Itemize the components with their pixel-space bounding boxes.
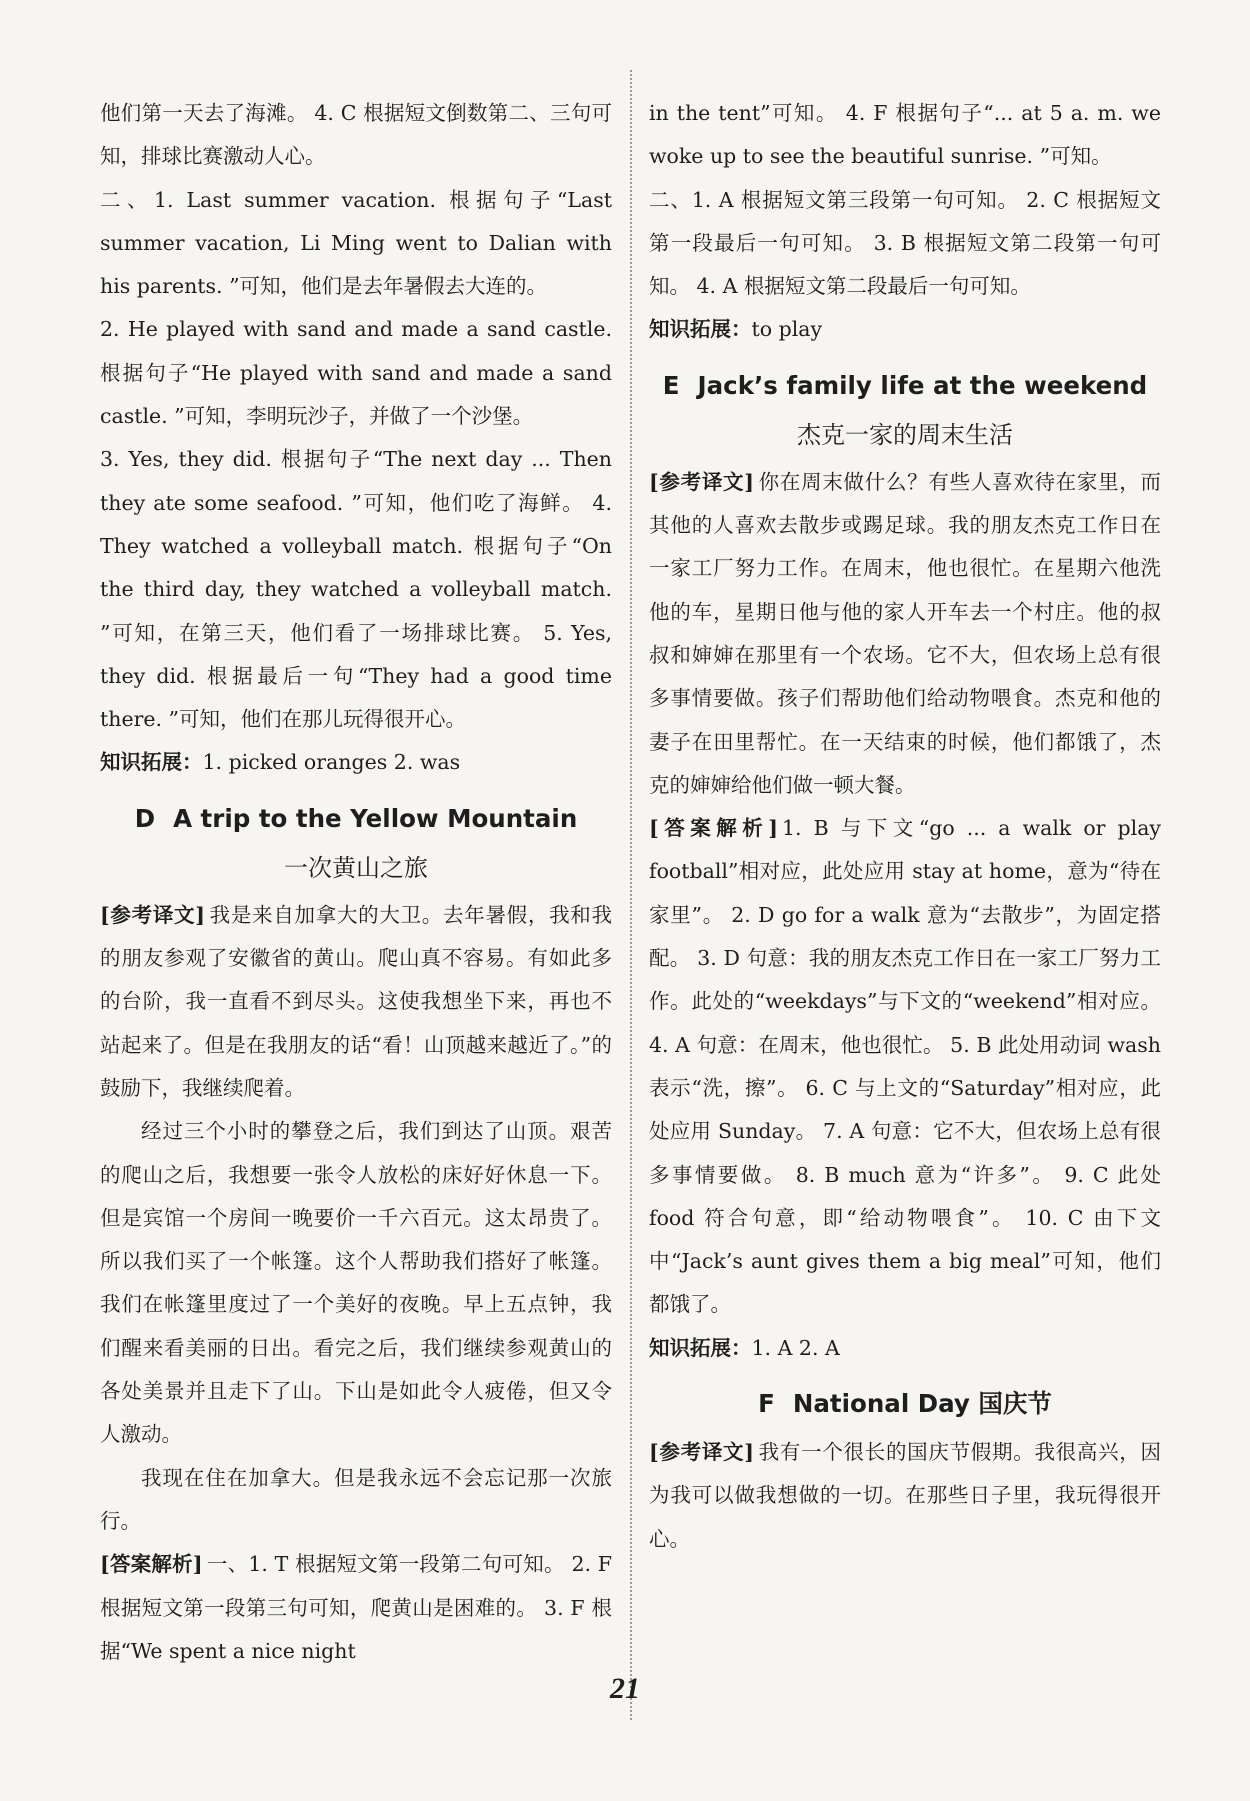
section-title-text: A trip to the Yellow Mountain (173, 803, 578, 833)
knowledge-label: 知识拓展： (100, 750, 203, 775)
answer-paragraph: 3. Yes, they did. 根据句子“The next day ... Then they ate some seafood. ”可知，他们吃了海鲜。 4. They watched a volleyball match. 根据句子“On the third day, they watched a volleyball match. ”可知，在第三天，他们看了一场排球比赛。 5. Yes, they did. 根据最后一句“They had a good time there. ”可知，他们在那儿玩得很开心。 (100, 447, 612, 732)
translation-paragraph: 我现在住在加拿大。但是我永远不会忘记那一次旅行。 (100, 1465, 612, 1533)
answer-analysis-text: 一、1. T 根据短文第一段第二句可知。 2. F 根据短文第一段第三句可知，爬黄山是困难的。 3. F 根据“We spent a nice night (100, 1552, 612, 1663)
section-d-subtitle: 一次黄山之旅 (284, 853, 428, 882)
answer-analysis-text: 1. B 与下文“go ... a walk or play football”相对应，此处应用 stay at home，意为“待在家里”。 2. D go for a walk 意为“去散步”，为固定搭配。 3. D 句意：我的朋友杰克工作日在一家工厂努力工作。此处的“weekdays”与下文的“weekend”相对应。 4. A 句意：在周末，他也很忙。 5. B 此处用动词 wash 表示“洗，擦”。 6. C 与上文的“Saturday”相对应，此处应用 Sunday。 7. A 句意：它不大，但农场上总有很多事情要做。 8. B much 意为“许多”。 9. C 此处 food 符合句意，即“给动物喂食”。 10. C 由下文中“Jack’s aunt gives them a big meal”可知，他们都饿了。 (649, 816, 1162, 1317)
section-letter: F (758, 1389, 775, 1419)
column-divider (630, 70, 632, 1720)
knowledge-text: to play (751, 317, 823, 342)
knowledge-extension (100, 741, 612, 784)
translation-paragraph (649, 461, 1161, 807)
answer-analysis-tag: [答案解析] (100, 1552, 203, 1577)
knowledge-text: 1. A 2. A (751, 1335, 840, 1360)
section-d-title (100, 797, 612, 840)
left-column (100, 92, 612, 1673)
translation-text: 我有一个很长的国庆节假期。我很高兴，因为我可以做我想做的一切。在那些日子里，我玩得很开心。 (649, 1440, 1162, 1551)
reference-translation-tag: [参考译文] (100, 902, 205, 927)
knowledge-label: 知识拓展： (649, 1335, 752, 1360)
translation-paragraph: 经过三个小时的攀登之后，我们到达了山顶。艰苦的爬山之后，我想要一张令人放松的床好好休息一下。但是宾馆一个房间一晚要价一千六百元。这太昂贵了。所以我们买了一个帐篷。这个人帮助我们搭好了帐篷。我们在帐篷里度过了一个美好的夜晚。早上五点钟，我们醒来看美丽的日出。看完之后，我们继续参观黄山的各处美景并且走下了山。下山是如此令人疲倦，但又令人激动。 (100, 1119, 612, 1447)
reference-translation-tag: [参考译文] (649, 469, 754, 494)
answer-analysis-tag: [答案解析] (649, 816, 778, 841)
answer-paragraph: 2. He played with sand and made a sand castle. 根据句子“He played with sand and made a sand castle. ”可知，李明玩沙子，并做了一个沙堡。 (100, 317, 612, 429)
knowledge-extension (649, 1327, 1161, 1370)
translation-text: 你在周末做什么？有些人喜欢待在家里，而其他的人喜欢去散步或踢足球。我的朋友杰克工作日在一家工厂努力工作。在周末，他也很忙。在星期六他洗他的车，星期日他与他的家人开车去一个村庄。他的叔叔和婶婶在那里有一个农场。它不大，但农场上总有很多事情要做。孩子们帮助他们给动物喂食。杰克和他的妻子在田里帮忙。在一天结束的时候，他们都饿了，杰克的婶婶给他们做一顿大餐。 (649, 469, 1162, 797)
section-f-title (649, 1382, 1161, 1425)
answer-paragraph: 他们第一天去了海滩。 4. C 根据短文倒数第二、三句可知，排球比赛激动人心。 (100, 101, 612, 169)
knowledge-label: 知识拓展： (649, 317, 752, 342)
section-title-text: National Day 国庆节 (792, 1389, 1052, 1419)
answer-paragraph: in the tent”可知。 4. F 根据句子“... at 5 a. m. we woke up to see the beautiful sunrise. ”可知。 (649, 101, 1161, 169)
knowledge-text: 1. picked oranges 2. was (202, 750, 461, 775)
right-column (649, 92, 1161, 1561)
section-letter: E (662, 370, 680, 400)
section-letter: D (134, 803, 156, 833)
answer-analysis (100, 1543, 612, 1673)
knowledge-extension (649, 308, 1161, 351)
translation-paragraph (649, 1431, 1161, 1561)
answer-paragraph: 二、1. Last summer vacation. 根据句子“Last summer vacation, Li Ming went to Dalian with his parents. ”可知，他们是去年暑假去大连的。 (100, 187, 612, 299)
translation-paragraph (100, 894, 612, 1110)
page-number: 21 (610, 1672, 640, 1705)
reference-translation-tag: [参考译文] (649, 1440, 754, 1465)
translation-text: 我是来自加拿大的大卫。去年暑假，我和我的朋友参观了安徽省的黄山。爬山真不容易。有如此多的台阶，我一直看不到尽头。这使我想坐下来，再也不站起来了。但是在我朋友的话“看！山顶越来越近了。”的鼓励下，我继续爬着。 (100, 902, 613, 1100)
section-e-subtitle: 杰克一家的周末生活 (797, 420, 1013, 449)
section-title-text: Jack’s family life at the weekend (697, 370, 1148, 400)
answer-analysis (649, 807, 1161, 1327)
answer-paragraph: 二、1. A 根据短文第三段第一句可知。 2. C 根据短文第一段最后一句可知。 3. B 根据短文第二段第一句可知。 4. A 根据短文第二段最后一句可知。 (649, 187, 1161, 299)
section-e-title (649, 364, 1161, 407)
